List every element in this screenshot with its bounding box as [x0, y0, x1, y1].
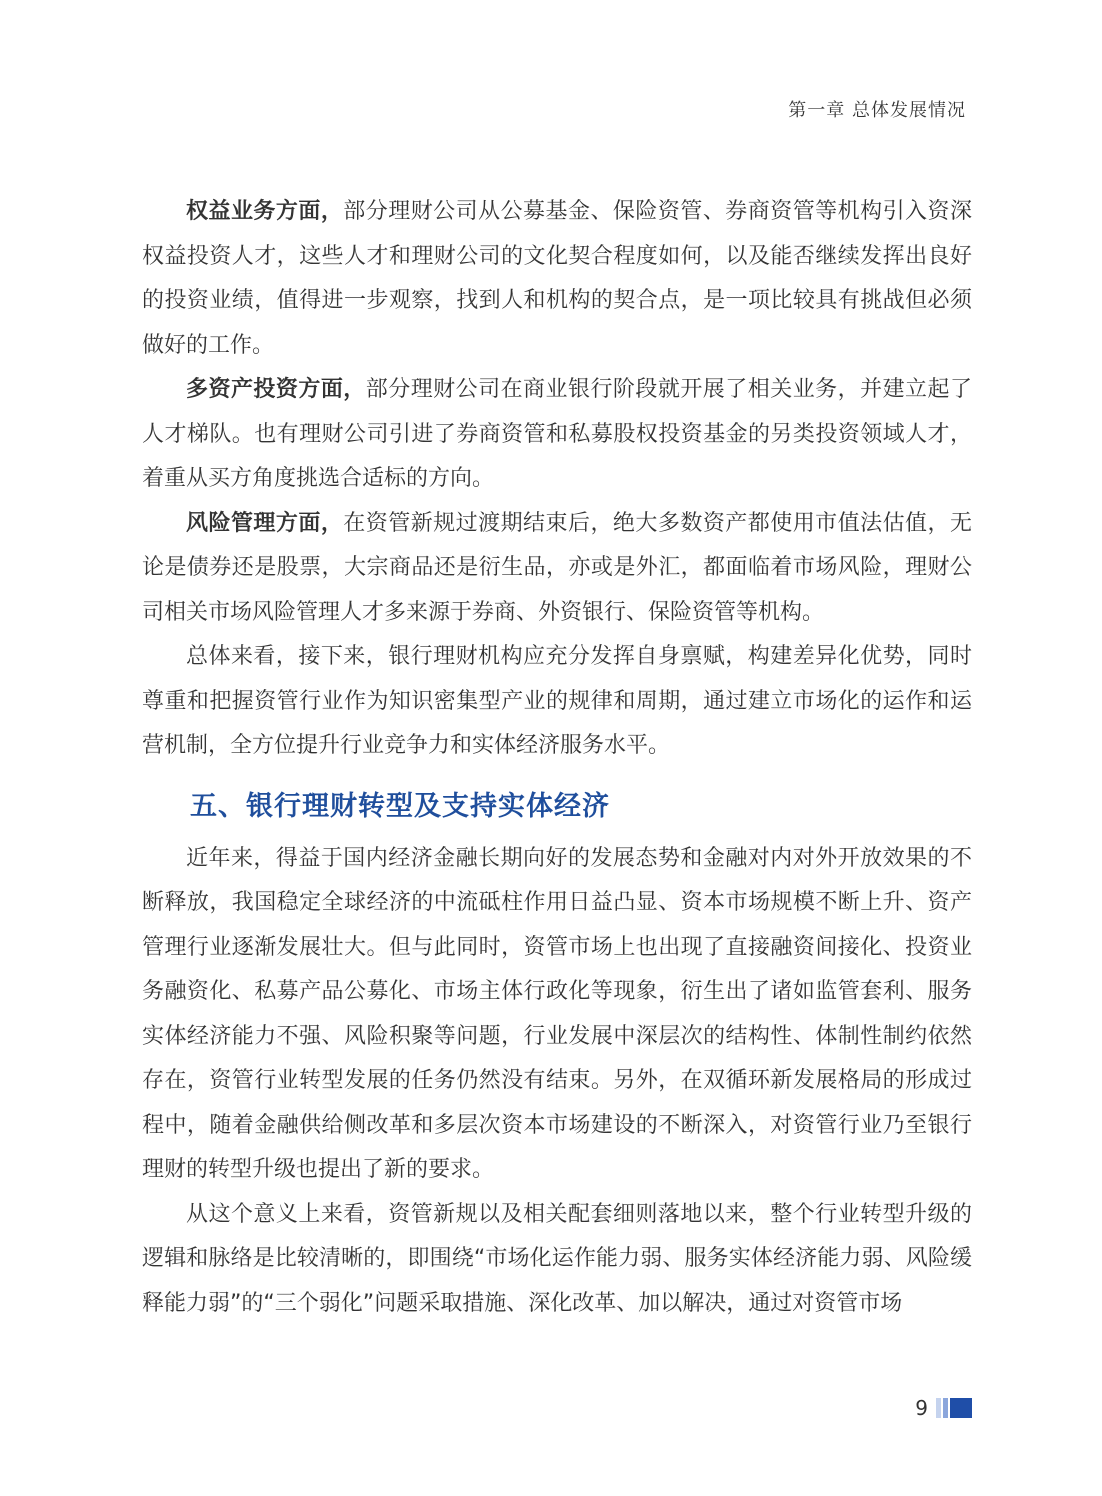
page-mark-bar-mid: [943, 1398, 948, 1418]
paragraph-lead: 风险管理方面，: [186, 510, 344, 536]
page-mark-bar-dark: [950, 1398, 972, 1418]
paragraph-equity: [142, 190, 972, 368]
section-heading: 五、银行理财转型及支持实体经济: [190, 790, 610, 822]
paragraph-risk: [142, 502, 972, 636]
section-paragraph: 近年来，得益于国内经济金融长期向好的发展态势和金融对内对外开放效果的不断释放，我国稳定全球经济的中流砥柱作用日益凸显、资本市场规模不断上升、资产管理行业逐渐发展壮大。但与此同时，资管市场上也出现了直接融资间接化、投资业务融资化、私募产品公募化、市场主体行政化等现象，衍生出了诸如监管套利、服务实体经济能力不强、风险积聚等问题，行业发展中深层次的结构性、体制性制约依然存在，资管行业转型发展的任务仍然没有结束。另外，在双循环新发展格局的形成过程中，随着金融供给侧改革和多层次资本市场建设的不断深入，对资管行业乃至银行理财的转型升级也提出了新的要求。: [142, 845, 972, 1182]
page-mark-bar-light: [936, 1398, 941, 1418]
paragraph-lead: 权益业务方面，: [186, 199, 344, 224]
paragraph-text: 部分理财公司在商业银行阶段就开展了相关业务，并建立起了人才梯队。也有理财公司引进了券商资管和私募股权投资基金的另类投资领域人才，着重从买方角度挑选合适标的方向。: [142, 377, 972, 491]
paragraph-lead: 多资产投资方面，: [186, 377, 366, 402]
section-paragraph: 从这个意义上来看，资管新规以及相关配套细则落地以来，整个行业转型升级的逻辑和脉络是比较清晰的，即围绕“市场化运作能力弱、服务实体经济能力弱、风险缓释能力弱”的“三个弱化”问题采取措施、深化改革、加以解决，通过对资管市场: [142, 1201, 972, 1316]
paragraph-multi-asset: [142, 368, 972, 502]
page-number: 9: [915, 1396, 928, 1420]
paragraph-text: 在资管新规过渡期结束后，绝大多数资产都使用市值法估值，无论是债券还是股票，大宗商品还是衍生品，亦或是外汇，都面临着市场风险，理财公司相关市场风险管理人才多来源于券商、外资银行、保险资管等机构。: [142, 510, 972, 625]
running-header: 第一章 总体发展情况: [788, 100, 966, 121]
paragraph-text: 部分理财公司从公募基金、保险资管、券商资管等机构引入资深权益投资人才，这些人才和理财公司的文化契合程度如何，以及能否继续发挥出良好的投资业绩，值得进一步观察，找到人和机构的契合点，是一项比较具有挑战但必须做好的工作。: [142, 199, 972, 358]
page-mark-decoration: [936, 1398, 972, 1418]
page-footer: [915, 1396, 972, 1420]
paragraph-summary: 总体来看，接下来，银行理财机构应充分发挥自身禀赋，构建差异化优势，同时尊重和把握资管行业作为知识密集型产业的规律和周期，通过建立市场化的运作和运营机制，全方位提升行业竞争力和实体经济服务水平。: [142, 644, 972, 758]
page-content: [142, 190, 972, 1326]
